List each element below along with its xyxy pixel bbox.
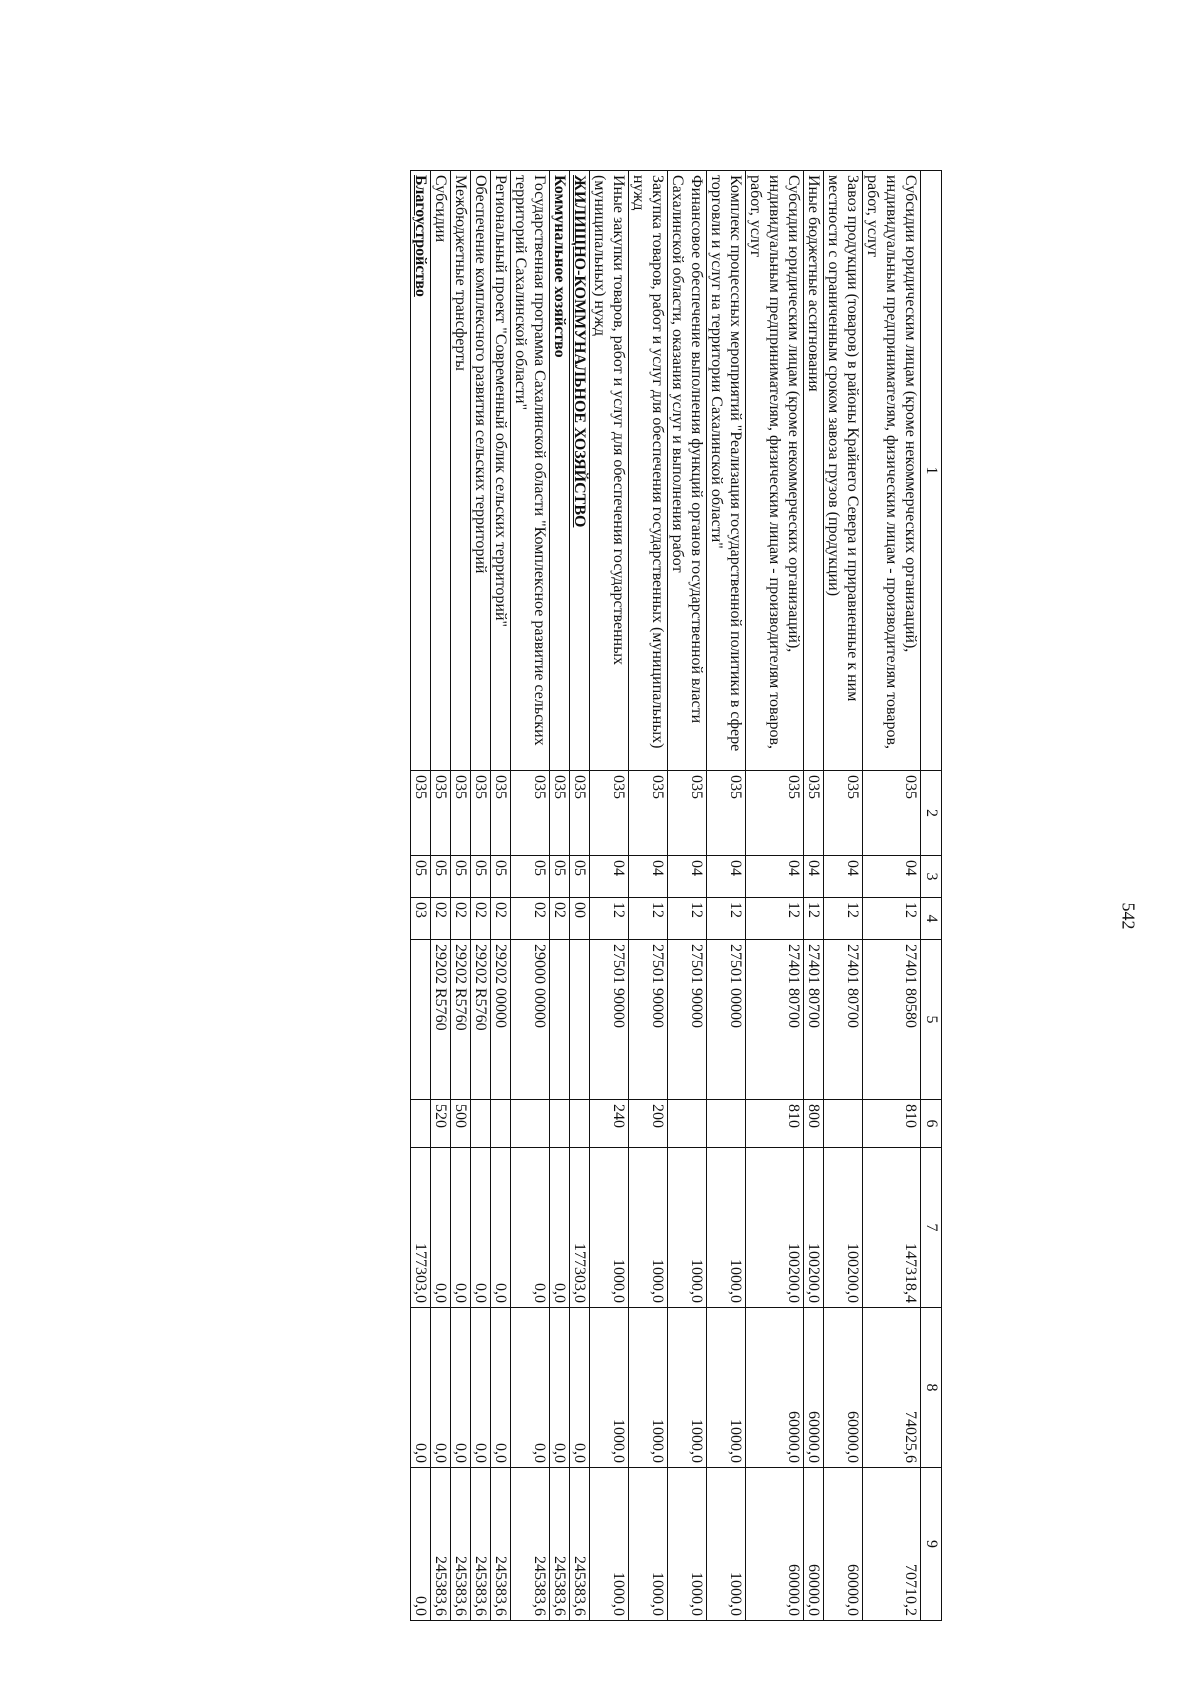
amount-year1: 0,0 (431, 1148, 451, 1308)
expense-type-code: 200 (629, 1100, 668, 1148)
row-name: Благоустройство (411, 171, 431, 771)
section-code: 05 (411, 856, 431, 898)
column-header: 4 (921, 898, 942, 940)
target-article-code: 27501 90000 (590, 940, 629, 1100)
ministry-code: 035 (411, 771, 431, 856)
subsection-code: 00 (570, 898, 590, 940)
subsection-code: 03 (411, 898, 431, 940)
target-article-code: 29202 R5760 (431, 940, 451, 1100)
budget-table (410, 170, 942, 1621)
amount-year2: 60000,0 (824, 1308, 863, 1468)
ministry-code: 035 (668, 771, 707, 856)
subsection-code: 12 (590, 898, 629, 940)
target-article-code: 27401 80700 (746, 940, 804, 1100)
table-row (629, 171, 668, 1621)
row-name: Субсидии юридическим лицам (кроме некоммерческих организаций), индивидуальным предпринимателям, физическим лицам - производителям товаров, работ, услуг (863, 171, 921, 771)
subsection-code: 02 (431, 898, 451, 940)
expense-type-code (824, 1100, 863, 1148)
amount-year3: 0,0 (411, 1468, 431, 1621)
target-article-code: 29202 00000 (491, 940, 511, 1100)
amount-year1: 147318,4 (863, 1148, 921, 1308)
section-code: 04 (824, 856, 863, 898)
target-article-code: 27501 00000 (707, 940, 746, 1100)
subsection-code: 12 (746, 898, 804, 940)
amount-year2: 74025,6 (863, 1308, 921, 1468)
table-row (511, 171, 550, 1621)
row-name: Региональный проект "Современный облик сельских территорий" (491, 171, 511, 771)
ministry-code: 035 (570, 771, 590, 856)
target-article-code: 27401 80700 (804, 940, 824, 1100)
row-name: Обеспечение комплексного развития сельских территорий (471, 171, 491, 771)
column-header: 1 (921, 171, 942, 771)
ministry-code: 035 (511, 771, 550, 856)
subsection-code: 02 (471, 898, 491, 940)
row-name: Закупка товаров, работ и услуг для обеспечения государственных (муниципальных) нужд (629, 171, 668, 771)
amount-year1: 177303,0 (411, 1148, 431, 1308)
table-row (570, 171, 590, 1621)
table-row (746, 171, 804, 1621)
amount-year2: 60000,0 (804, 1308, 824, 1468)
ministry-code: 035 (863, 771, 921, 856)
expense-type-code (570, 1100, 590, 1148)
amount-year1: 0,0 (451, 1148, 471, 1308)
amount-year2: 60000,0 (746, 1308, 804, 1468)
table-row (804, 171, 824, 1621)
ministry-code: 035 (491, 771, 511, 856)
amount-year3: 60000,0 (746, 1468, 804, 1621)
subsection-code: 12 (863, 898, 921, 940)
ministry-code: 035 (451, 771, 471, 856)
amount-year3: 245383,6 (451, 1468, 471, 1621)
column-header: 5 (921, 940, 942, 1100)
expense-type-code: 800 (804, 1100, 824, 1148)
ministry-code: 035 (804, 771, 824, 856)
amount-year1: 1000,0 (590, 1148, 629, 1308)
header-row (921, 171, 942, 1621)
expense-type-code (471, 1100, 491, 1148)
target-article-code: 27501 90000 (668, 940, 707, 1100)
page-number: 542 (1118, 902, 1139, 930)
target-article-code: 27501 90000 (629, 940, 668, 1100)
amount-year2: 1000,0 (629, 1308, 668, 1468)
amount-year2: 0,0 (491, 1308, 511, 1468)
subsection-code: 02 (491, 898, 511, 940)
expense-type-code (668, 1100, 707, 1148)
target-article-code (570, 940, 590, 1100)
amount-year2: 0,0 (570, 1308, 590, 1468)
expense-type-code (707, 1100, 746, 1148)
expense-type-code: 810 (746, 1100, 804, 1148)
row-name: Субсидии юридическим лицам (кроме некоммерческих организаций), индивидуальным предпринимателям, физическим лицам - производителям товаров, работ, услуг (746, 171, 804, 771)
expense-type-code: 240 (590, 1100, 629, 1148)
expense-type-code (511, 1100, 550, 1148)
section-code: 05 (570, 856, 590, 898)
amount-year3: 245383,6 (550, 1468, 570, 1621)
amount-year2: 0,0 (550, 1308, 570, 1468)
table-row (863, 171, 921, 1621)
section-code: 04 (746, 856, 804, 898)
table-row (590, 171, 629, 1621)
section-code: 05 (511, 856, 550, 898)
amount-year1: 0,0 (491, 1148, 511, 1308)
amount-year2: 0,0 (451, 1308, 471, 1468)
section-code: 05 (431, 856, 451, 898)
table-row (707, 171, 746, 1621)
amount-year1: 0,0 (471, 1148, 491, 1308)
target-article-code (550, 940, 570, 1100)
subsection-code: 12 (804, 898, 824, 940)
rotated-table-container (84, 170, 942, 1620)
row-name: Иные закупки товаров, работ и услуг для обеспечения государственных (муниципальных) нужд (590, 171, 629, 771)
section-code: 04 (804, 856, 824, 898)
table-row (471, 171, 491, 1621)
ministry-code: 035 (590, 771, 629, 856)
expense-type-code: 500 (451, 1100, 471, 1148)
section-code: 05 (491, 856, 511, 898)
ministry-code: 035 (550, 771, 570, 856)
column-header: 7 (921, 1148, 942, 1308)
subsection-code: 02 (550, 898, 570, 940)
row-name: Комплекс процессных мероприятий "Реализация государственной политики в сфере торговли и услуг на территории Сахалинской области" (707, 171, 746, 771)
expense-type-code: 520 (431, 1100, 451, 1148)
amount-year2: 1000,0 (590, 1308, 629, 1468)
section-code: 05 (451, 856, 471, 898)
section-code: 04 (629, 856, 668, 898)
section-code: 04 (590, 856, 629, 898)
amount-year3: 245383,6 (511, 1468, 550, 1621)
target-article-code: 27401 80580 (863, 940, 921, 1100)
row-name: Коммунальное хозяйство (550, 171, 570, 771)
amount-year3: 245383,6 (570, 1468, 590, 1621)
section-code: 04 (863, 856, 921, 898)
row-name: Завоз продукции (товаров) в районы Крайнего Севера и приравненные к ним местности с ограниченным сроком завоза грузов (продукции) (824, 171, 863, 771)
table-row (668, 171, 707, 1621)
amount-year2: 0,0 (411, 1308, 431, 1468)
table-row (824, 171, 863, 1621)
amount-year1: 1000,0 (629, 1148, 668, 1308)
ministry-code: 035 (824, 771, 863, 856)
row-name: Субсидии (431, 171, 451, 771)
amount-year2: 0,0 (431, 1308, 451, 1468)
target-article-code: 27401 80700 (824, 940, 863, 1100)
column-header: 3 (921, 856, 942, 898)
amount-year3: 70710,2 (863, 1468, 921, 1621)
amount-year1: 0,0 (550, 1148, 570, 1308)
subsection-code: 12 (668, 898, 707, 940)
row-name: Межбюджетные трансферты (451, 171, 471, 771)
subsection-code: 12 (824, 898, 863, 940)
amount-year3: 60000,0 (804, 1468, 824, 1621)
section-code: 04 (668, 856, 707, 898)
amount-year3: 245383,6 (431, 1468, 451, 1621)
target-article-code: 29000 00000 (511, 940, 550, 1100)
table-row (431, 171, 451, 1621)
target-article-code: 29202 R5760 (471, 940, 491, 1100)
subsection-code: 12 (707, 898, 746, 940)
ministry-code: 035 (431, 771, 451, 856)
amount-year1: 100200,0 (804, 1148, 824, 1308)
expense-type-code (411, 1100, 431, 1148)
amount-year2: 0,0 (511, 1308, 550, 1468)
subsection-code: 02 (511, 898, 550, 940)
amount-year3: 60000,0 (824, 1468, 863, 1621)
amount-year2: 0,0 (471, 1308, 491, 1468)
subsection-code: 02 (451, 898, 471, 940)
table-row (550, 171, 570, 1621)
amount-year3: 1000,0 (629, 1468, 668, 1621)
target-article-code: 29202 R5760 (451, 940, 471, 1100)
target-article-code (411, 940, 431, 1100)
row-name: Финансовое обеспечение выполнения функций органов государственной власти Сахалинской области, оказания услуг и выполнения работ (668, 171, 707, 771)
ministry-code: 035 (471, 771, 491, 856)
amount-year3: 245383,6 (491, 1468, 511, 1621)
section-code: 05 (550, 856, 570, 898)
amount-year3: 245383,6 (471, 1468, 491, 1621)
column-header: 8 (921, 1308, 942, 1468)
amount-year3: 1000,0 (590, 1468, 629, 1621)
row-name: Государственная программа Сахалинской области "Комплексное развитие сельских территорий Сахалинской области" (511, 171, 550, 771)
amount-year1: 1000,0 (668, 1148, 707, 1308)
expense-type-code: 810 (863, 1100, 921, 1148)
table-row (491, 171, 511, 1621)
column-header: 9 (921, 1468, 942, 1621)
amount-year1: 100200,0 (824, 1148, 863, 1308)
column-header: 6 (921, 1100, 942, 1148)
column-header: 2 (921, 771, 942, 856)
row-name: ЖИЛИЩНО-КОММУНАЛЬНОЕ ХОЗЯЙСТВО (570, 171, 590, 771)
amount-year1: 0,0 (511, 1148, 550, 1308)
amount-year3: 1000,0 (668, 1468, 707, 1621)
table-row (451, 171, 471, 1621)
amount-year3: 1000,0 (707, 1468, 746, 1621)
section-code: 04 (707, 856, 746, 898)
amount-year2: 1000,0 (707, 1308, 746, 1468)
amount-year1: 1000,0 (707, 1148, 746, 1308)
ministry-code: 035 (746, 771, 804, 856)
ministry-code: 035 (629, 771, 668, 856)
amount-year1: 100200,0 (746, 1148, 804, 1308)
row-name: Иные бюджетные ассигнования (804, 171, 824, 771)
section-code: 05 (471, 856, 491, 898)
amount-year2: 1000,0 (668, 1308, 707, 1468)
expense-type-code (550, 1100, 570, 1148)
ministry-code: 035 (707, 771, 746, 856)
subsection-code: 12 (629, 898, 668, 940)
expense-type-code (491, 1100, 511, 1148)
amount-year1: 177303,0 (570, 1148, 590, 1308)
table-row (411, 171, 431, 1621)
